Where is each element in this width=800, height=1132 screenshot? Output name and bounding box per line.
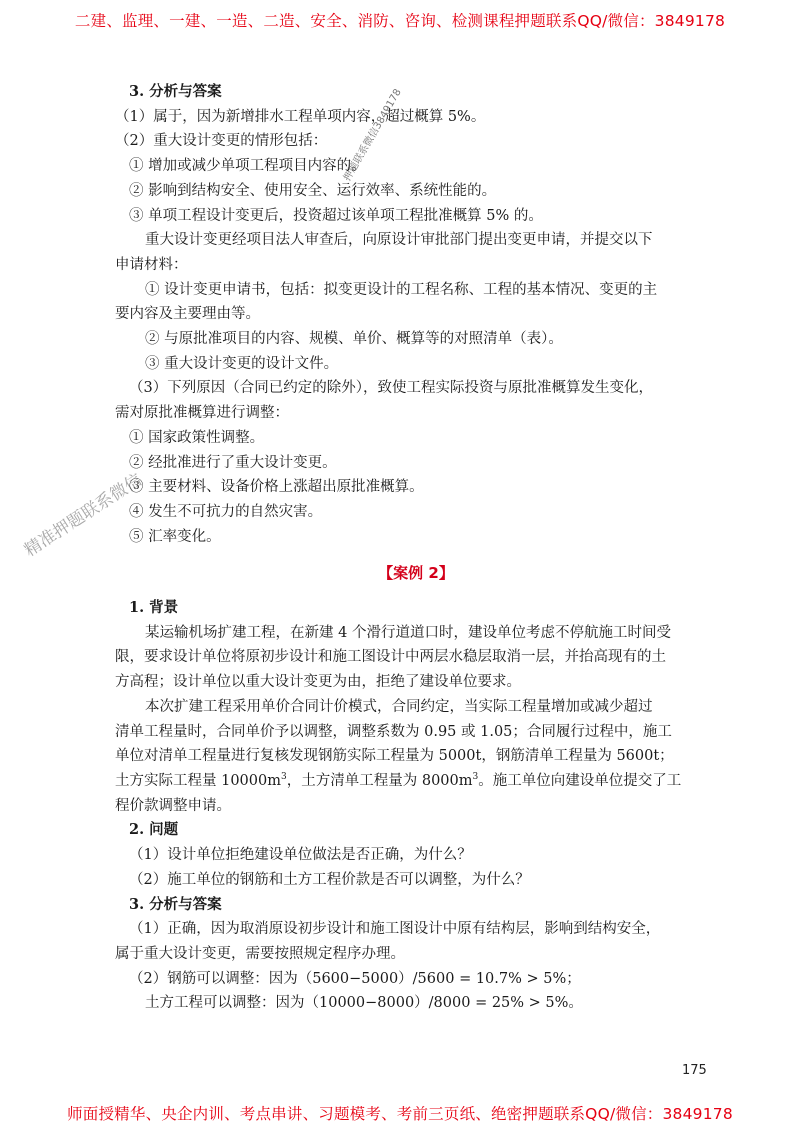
bottom-banner: 师面授精华、央企内训、考点串讲、习题模考、考前三页纸、绝密押题联系QQ/微信：3849178 xyxy=(67,1105,733,1123)
page-content xyxy=(115,80,717,1016)
background-paragraph: 限，要求设计单位将原初步设计和施工图设计中两层水稳层取消一层，并抬高现有的土 xyxy=(115,649,666,666)
watermark-top: 押题联系微信3849178 xyxy=(341,87,404,184)
page-number: 175 xyxy=(682,1063,707,1078)
list-item: ③ 单项工程设计变更后，投资超过该单项工程批准概算 5% 的。 xyxy=(129,207,543,224)
answer-paragraph: （3）下列原因（合同已约定的除外），致使工程实际投资与原批准概算发生变化， xyxy=(129,380,653,397)
text-run: 土方实际工程量 10000m xyxy=(115,772,281,789)
list-item: ⑤ 汇率变化。 xyxy=(129,528,221,545)
list-item: ② 与原批准项目的内容、规模、单价、概算等的对照清单（表）。 xyxy=(145,331,563,348)
background-paragraph: 本次扩建工程采用单价合同计价模式，合同约定，当实际工程量增加或减少超过 xyxy=(145,698,653,715)
answer-paragraph: 申请材料： xyxy=(115,256,188,273)
top-banner: 二建、监理、一建、一造、二造、安全、消防、咨询、检测课程押题联系QQ/微信：3849178 xyxy=(74,12,726,30)
section-heading: 3. 分析与答案 xyxy=(129,83,222,100)
watermark-left: 精准押题联系微信 xyxy=(20,470,146,561)
background-paragraph xyxy=(115,769,717,794)
background-paragraph: 清单工程量时，合同单价予以调整，调整系数为 0.95 或 1.05；合同履行过程中，施工 xyxy=(115,723,672,740)
list-item: ④ 发生不可抗力的自然灾害。 xyxy=(129,503,323,520)
superscript: 3 xyxy=(472,772,479,783)
background-paragraph: 单位对清单工程量进行复核发现钢筋实际工程量为 5000t，钢筋清单工程量为 5600t； xyxy=(115,748,674,765)
answer-paragraph: （2）钢筋可以调整：因为（5600−5000）/5600 = 10.7% > 5%； xyxy=(129,970,581,987)
answer-paragraph: （2）重大设计变更的情形包括： xyxy=(115,133,328,150)
text-run: ，土方清单工程量为 8000m xyxy=(286,772,473,789)
list-item: ① 设计变更申请书，包括：拟变更设计的工程名称、工程的基本情况、变更的主 xyxy=(145,281,658,298)
section-heading: 3. 分析与答案 xyxy=(129,895,222,913)
background-paragraph: 程价款调整申请。 xyxy=(115,797,231,814)
list-item: ① 国家政策性调整。 xyxy=(129,429,265,446)
list-item: ② 影响到结构安全、使用安全、运行效率、系统性能的。 xyxy=(129,182,497,199)
answer-paragraph: 土方工程可以调整：因为（10000−8000）/8000 = 25% > 5%。 xyxy=(145,995,583,1012)
list-item: ③ 重大设计变更的设计文件。 xyxy=(145,355,339,372)
question: （1）设计单位拒绝建设单位做法是否正确，为什么？ xyxy=(129,847,472,864)
section-heading: 2. 问题 xyxy=(129,821,179,839)
answer-paragraph: （1）属于，因为新增排水工程单项内容，超过概算 5%。 xyxy=(115,108,486,125)
text-run: 。施工单位向建设单位提交了工 xyxy=(478,772,682,789)
answer-paragraph: 重大设计变更经项目法人审查后，向原设计审批部门提出变更申请，并提交以下 xyxy=(145,232,653,249)
list-item: ② 经批准进行了重大设计变更。 xyxy=(129,454,337,471)
list-item: ① 增加或减少单项工程项目内容的。 xyxy=(129,158,366,175)
answer-paragraph: 属于重大设计变更，需要按照规定程序办理。 xyxy=(115,945,405,962)
answer-paragraph: 需对原批准概算进行调整： xyxy=(115,405,289,422)
case-title: 【案例 2】 xyxy=(378,564,454,583)
answer-paragraph: （1）正确，因为取消原设初步设计和施工图设计中原有结构层，影响到结构安全， xyxy=(129,921,661,938)
list-item: ③ 主要材料、设备价格上涨超出原批准概算。 xyxy=(129,479,424,496)
superscript: 3 xyxy=(281,772,287,783)
question: （2）施工单位的钢筋和土方工程价款是否可以调整，为什么？ xyxy=(129,871,530,888)
list-item: 要内容及主要理由等。 xyxy=(115,306,260,323)
background-paragraph: 方高程；设计单位以重大设计变更为由，拒绝了建设单位要求。 xyxy=(115,674,521,691)
background-paragraph: 某运输机场扩建工程，在新建 4 个滑行道道口时，建设单位考虑不停航施工时间受 xyxy=(145,624,671,641)
section-heading: 1. 背景 xyxy=(129,599,179,617)
